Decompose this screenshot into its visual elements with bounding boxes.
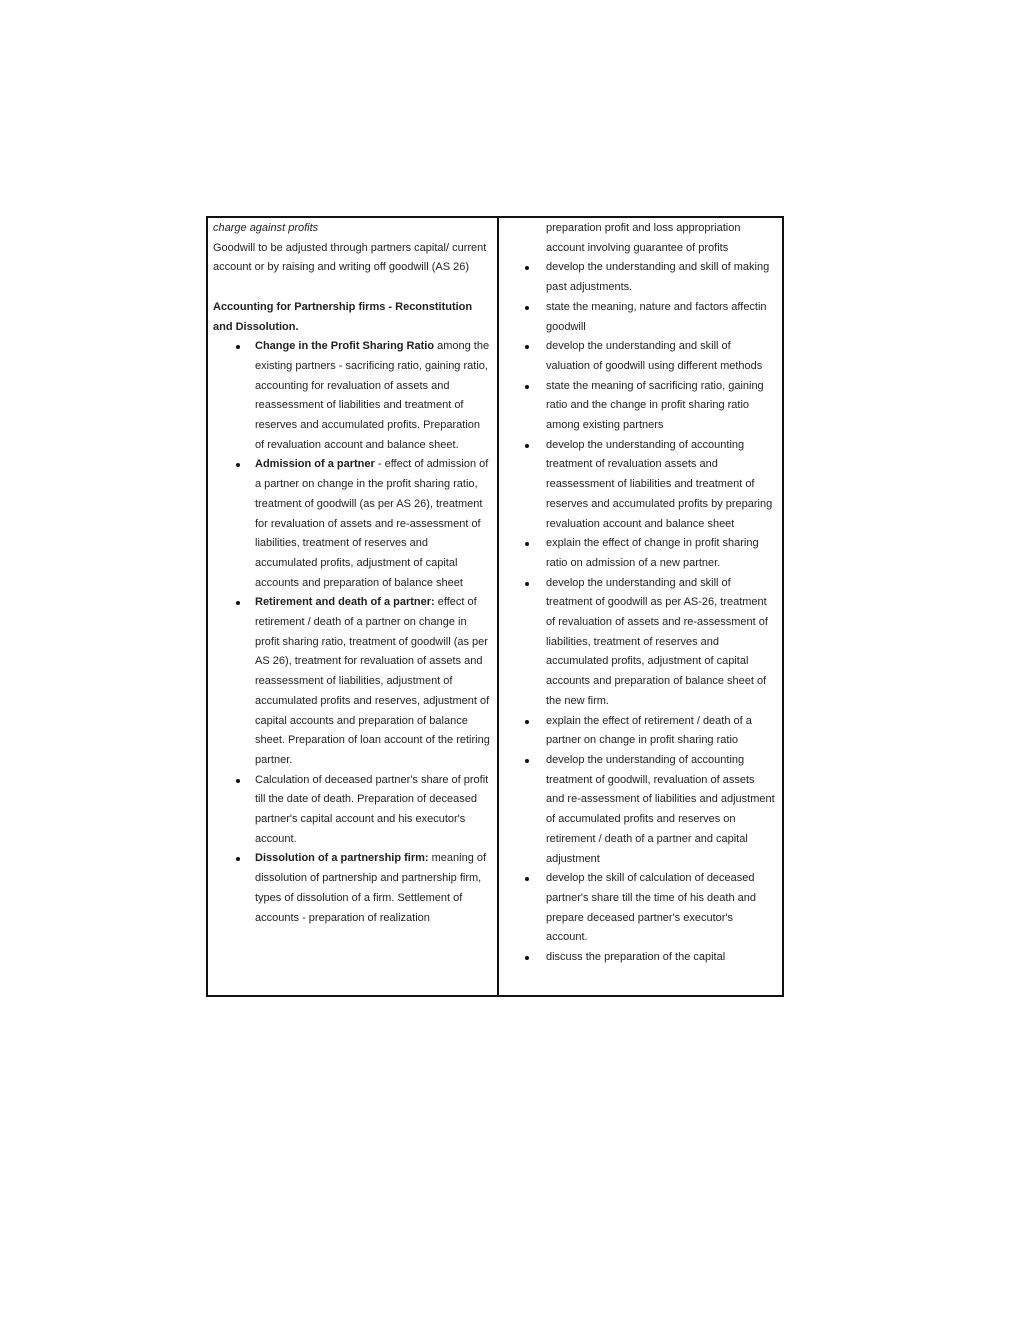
objective-text: explain the effect of change in profit sharing ratio on admission of a new partner. bbox=[546, 537, 759, 569]
objective-item bbox=[499, 534, 775, 573]
bullet-icon bbox=[525, 444, 529, 448]
topic-text: meaning of dissolution of partnership and partnership firm, types of dissolution of a firm. Settlement of accounts - preparation of realization bbox=[255, 852, 487, 924]
carryover-italic-line: charge against profits bbox=[213, 222, 319, 234]
carryover-paragraph: Goodwill to be adjusted through partners capital/ current account or by raising and writing off goodwill (AS 26) bbox=[213, 241, 487, 274]
bullet-icon bbox=[525, 266, 529, 270]
objective-text: develop the understanding and skill of making past adjustments. bbox=[546, 261, 770, 294]
objective-item bbox=[499, 948, 775, 968]
objective-text: state the meaning of sacrificing ratio, gaining ratio and the change in profit sharing ratio among existing partners bbox=[546, 379, 764, 432]
objective-text: develop the skill of calculation of deceased partner's share till the time of his death and prepare deceased partner's executor's account. bbox=[546, 872, 756, 944]
topic-title: Retirement and death of a partner: bbox=[255, 596, 435, 609]
topic-text: among the existing partners - sacrificing ratio, gaining ratio, accounting for revaluation of assets and reassessment of liabilities and treatment of reserves and accumulated profits. Preparation of revaluation account and balance sheet. bbox=[255, 340, 490, 451]
content-column bbox=[208, 218, 497, 995]
bullet-icon bbox=[525, 720, 529, 724]
syllabus-table bbox=[206, 216, 784, 997]
bullet-icon bbox=[236, 601, 240, 605]
bullet-icon bbox=[236, 857, 240, 861]
bullet-icon bbox=[525, 385, 529, 389]
objective-item bbox=[499, 258, 775, 297]
topic-title: Change in the Profit Sharing Ratio bbox=[255, 340, 435, 353]
objective-text: develop the understanding and skill of treatment of goodwill as per AS-26, treatment of revaluation of assets and re-assessment of liabilities, treatment of reserves and accumulated profits, adjustment of capital accounts and preparation of balance sheet of the new firm. bbox=[546, 576, 768, 707]
carryover-paragraph: preparation profit and loss appropriation account involving guarantee of profits bbox=[546, 222, 741, 254]
bullet-icon bbox=[236, 345, 240, 349]
objective-text: discuss the preparation of the capital bbox=[546, 951, 726, 964]
topic-item bbox=[213, 593, 490, 770]
topic-title: Admission of a partner bbox=[255, 458, 375, 471]
objective-item bbox=[499, 377, 775, 436]
objective-text: develop the understanding of accounting treatment of revaluation assets and reassessment of liabilities and treatment of reserves and accumulated profits by preparing revaluation account and balance sheet bbox=[546, 438, 773, 530]
bullet-icon bbox=[236, 779, 240, 783]
objective-item bbox=[499, 436, 775, 535]
topic-text: - effect of admission of a partner on change in the profit sharing ratio, treatment of goodwill (as per AS 26), treatment for revaluation of assets and re-assessment of liabilities, treatment of reserves and accumulated profits, adjustment of capital accounts and preparation of balance sheet bbox=[255, 458, 489, 589]
objective-item bbox=[499, 712, 775, 751]
topic-item bbox=[213, 771, 490, 850]
objective-text: develop the understanding of accounting treatment of goodwill, revaluation of assets and re-assessment of liabilities and adjustment of accumulated profits and reserves on retirement / death of a partner and capital adjustment bbox=[546, 753, 775, 865]
bullet-icon bbox=[525, 542, 529, 546]
topic-item bbox=[213, 455, 490, 593]
objective-text: state the meaning, nature and factors affectin goodwill bbox=[546, 300, 767, 333]
objective-item bbox=[499, 574, 775, 712]
objective-item bbox=[499, 298, 775, 337]
bullet-icon bbox=[525, 582, 529, 586]
topic-text: Calculation of deceased partner's share of profit till the date of death. Preparation of deceased partner's capital account and his executor's account. bbox=[255, 773, 489, 845]
objective-text: develop the understanding and skill of valuation of goodwill using different methods bbox=[546, 340, 763, 372]
objective-item bbox=[499, 337, 775, 376]
bullet-icon bbox=[525, 306, 529, 310]
topic-list bbox=[213, 337, 490, 928]
objective-text: explain the effect of retirement / death of a partner on change in profit sharing ratio bbox=[546, 714, 752, 747]
topic-item bbox=[213, 849, 490, 928]
bullet-icon bbox=[525, 759, 529, 763]
bullet-icon bbox=[525, 877, 529, 881]
topic-text: effect of retirement / death of a partner on change in profit sharing ratio, treatment of goodwill (as per AS 26), treatment for revaluation of assets and reassessment of liabilities, adjustment of accumulated profits and reserves, adjustment of capital accounts and preparation of balance sheet. Preparation of loan account of the retiring partner. bbox=[255, 596, 490, 766]
topic-title: Dissolution of a partnership firm: bbox=[255, 852, 429, 865]
objective-item bbox=[499, 869, 775, 948]
topic-item bbox=[213, 337, 490, 455]
objectives-column bbox=[497, 218, 782, 995]
section-heading: Accounting for Partnership firms - Reconstitution and Dissolution. bbox=[213, 300, 473, 333]
objectives-list bbox=[499, 258, 775, 967]
bullet-icon bbox=[525, 345, 529, 349]
bullet-icon bbox=[525, 956, 529, 960]
bullet-icon bbox=[236, 463, 240, 467]
objective-item bbox=[499, 751, 775, 869]
